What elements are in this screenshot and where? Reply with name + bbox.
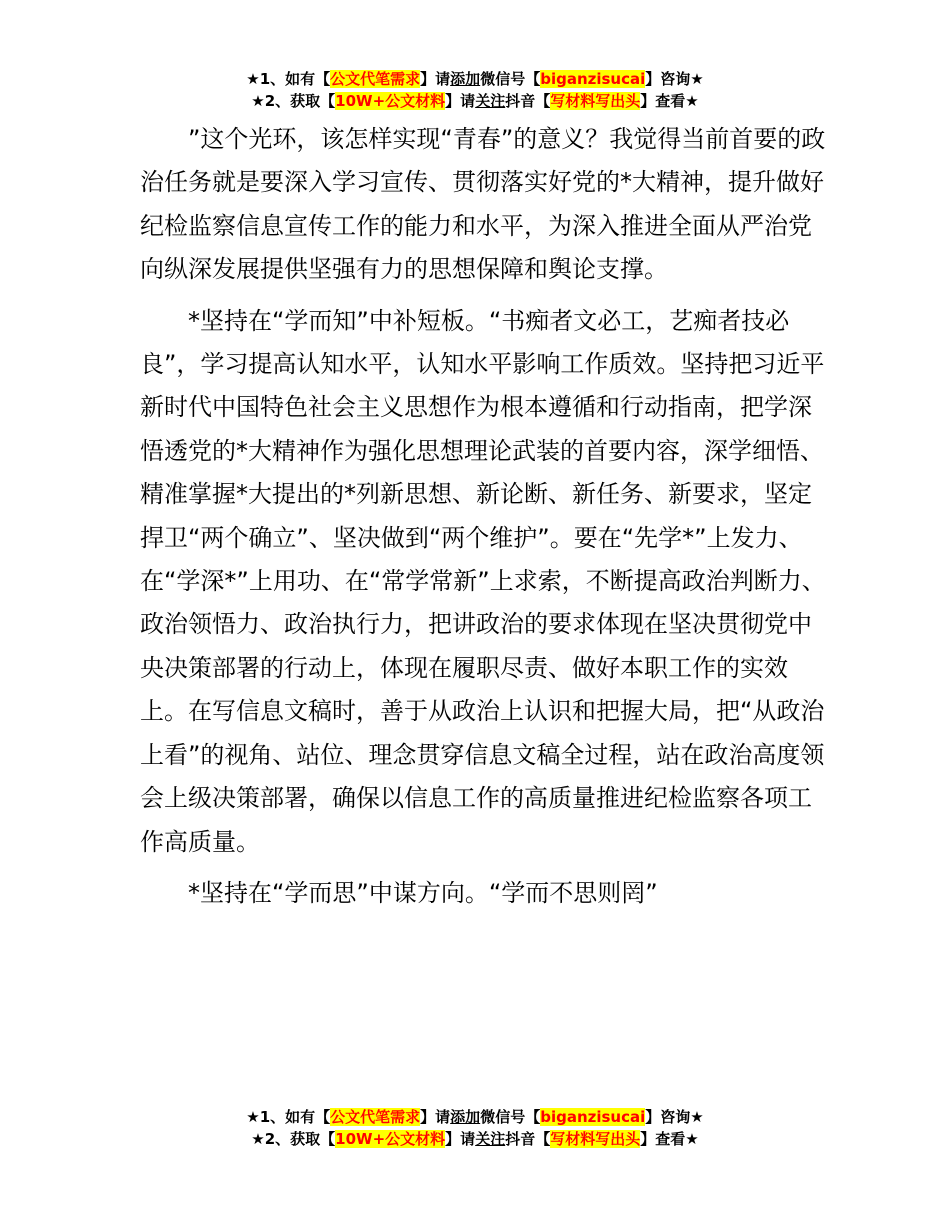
banner-text: 1、如有【	[259, 1108, 331, 1126]
banner-text: 】请	[445, 1130, 476, 1148]
banner-line-2	[0, 1128, 950, 1150]
banner-line-1	[0, 68, 950, 90]
banner-text: 2、获取【	[264, 1130, 336, 1148]
banner-line-2	[0, 90, 950, 112]
highlight-text: 写材料写出头	[550, 92, 641, 110]
star-icon: ★	[246, 1108, 260, 1126]
banner-text: 微信号【	[480, 1108, 541, 1126]
banner-text: 】请	[420, 1108, 451, 1126]
underlined-text: 关注	[475, 1130, 506, 1148]
banner-text: 1、如有【	[259, 70, 331, 88]
paragraph: *坚持在“学而知”中补短板。“书痴者文必工，艺痴者技必良”，学习提高认知水平，认知水平影响工作质效。坚持把习近平新时代中国特色社会主义思想作为根本遵循和行动指南，把学深悟透党的*大精神作为强化思想理论武装的首要内容，深学细悟、精准掌握*大提出的*列新思想、新论断、新任务、新要求，坚定捍卫“两个确立”、坚决做到“两个维护”。要在“先学*”上发力、在“学深*”上用功、在“常学常新”上求索，不断提高政治判断力、政治领悟力、政治执行力，把讲政治的要求体现在坚决贯彻党中央决策部署的行动上，体现在履职尽责、做好本职工作的实效上。在写信息文稿时，善于从政治上认识和把握大局，把“从政治上看”的视角、站位、理念贯穿信息文稿全过程，站在政治高度领会上级决策部署，确保以信息工作的高质量推进纪检监察各项工作高质量。	[140, 306, 826, 856]
banner-text: 】请	[420, 70, 451, 88]
banner-text: 】查看	[640, 1130, 686, 1148]
banner-text: 】查看	[640, 92, 686, 110]
document-body	[140, 118, 830, 923]
star-icon: ★	[690, 1108, 704, 1126]
star-icon: ★	[246, 70, 260, 88]
highlight-text: 写材料写出头	[550, 1130, 641, 1148]
highlight-text: biganzisucai	[540, 1108, 646, 1126]
highlight-text: 10W+公文材料	[335, 92, 446, 110]
underlined-text: 添加	[450, 70, 481, 88]
banner-text: 抖音【	[505, 92, 551, 110]
header-banner	[0, 68, 950, 112]
star-icon: ★	[251, 92, 265, 110]
underlined-text: 添加	[450, 1108, 481, 1126]
star-icon: ★	[685, 92, 699, 110]
highlight-text: biganzisucai	[540, 70, 646, 88]
underlined-text: 关注	[475, 92, 506, 110]
paragraph: ”这个光环，该怎样实现“青春”的意义？我觉得当前首要的政治任务就是要深入学习宣传、贯彻落实好党的*大精神，提升做好纪检监察信息宣传工作的能力和水平，为深入推进全面从严治党向纵深发展提供坚强有力的思想保障和舆论支撑。	[140, 125, 826, 284]
highlight-text: 公文代笔需求	[330, 1108, 421, 1126]
banner-text: 微信号【	[480, 70, 541, 88]
banner-text: 】咨询	[645, 1108, 691, 1126]
banner-text: 2、获取【	[264, 92, 336, 110]
paragraph: *坚持在“学而思”中谋方向。“学而不思则罔”	[188, 878, 658, 907]
banner-line-1	[0, 1106, 950, 1128]
banner-text: 】咨询	[645, 70, 691, 88]
banner-text: 】请	[445, 92, 476, 110]
highlight-text: 公文代笔需求	[330, 70, 421, 88]
footer-banner	[0, 1106, 950, 1150]
star-icon: ★	[251, 1130, 265, 1148]
highlight-text: 10W+公文材料	[335, 1130, 446, 1148]
star-icon: ★	[685, 1130, 699, 1148]
banner-text: 抖音【	[505, 1130, 551, 1148]
star-icon: ★	[690, 70, 704, 88]
